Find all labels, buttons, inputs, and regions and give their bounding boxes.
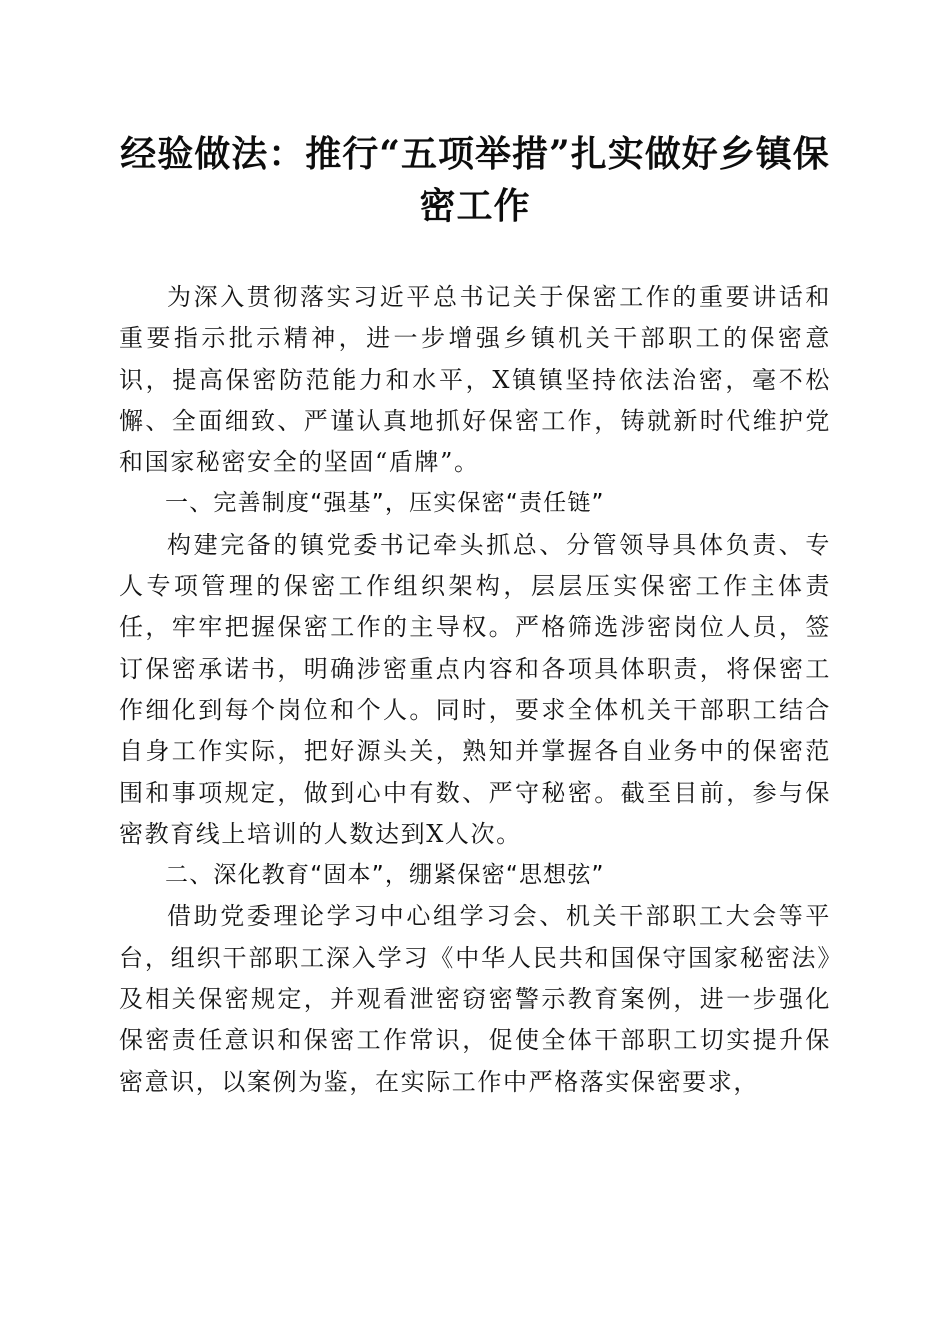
section-paragraph-2: 借助党委理论学习中心组学习会、机关干部职工大会等平台，组织干部职工深入学习《中华人民共和国保守国家秘密法》及相关保密规定，并观看泄密窃密警示教育案例，进一步强化保密责任意识和保密工作常识，促使全体干部职工切实提升保密意识，以案例为鉴，在实际工作中严格落实保密要求，: [119, 902, 831, 1096]
section-heading-2: 二、深化教育“固本”，绷紧保密“思想弦”: [165, 862, 605, 889]
intro-paragraph: 为深入贯彻落实习近平总书记关于保密工作的重要讲话和重要指示批示精神，进一步增强乡镇机关干部职工的保密意识，提高保密防范能力和水平，X镇镇坚持依法治密，毫不松懈、全面细致、严谨认真地抓好保密工作，铸就新时代维护党和国家秘密安全的坚固“盾牌”。: [119, 283, 831, 477]
section-heading-1: 一、完善制度“强基”，压实保密“责任链”: [165, 490, 605, 517]
document-title: 经验做法：推行“五项举措”扎实做好乡镇保密工作: [120, 133, 830, 227]
document-body: [119, 277, 831, 1103]
section-paragraph-1: 构建完备的镇党委书记牵头抓总、分管领导具体负责、专人专项管理的保密工作组织架构，层层压实保密工作主体责任，牢牢把握保密工作的主导权。严格筛选涉密岗位人员，签订保密承诺书，明确涉密重点内容和各项具体职责，将保密工作细化到每个岗位和个人。同时，要求全体机关干部职工结合自身工作实际，把好源头关，熟知并掌握各自业务中的保密范围和事项规定，做到心中有数、严守秘密。截至目前，参与保密教育线上培训的人数达到X人次。: [119, 530, 831, 848]
